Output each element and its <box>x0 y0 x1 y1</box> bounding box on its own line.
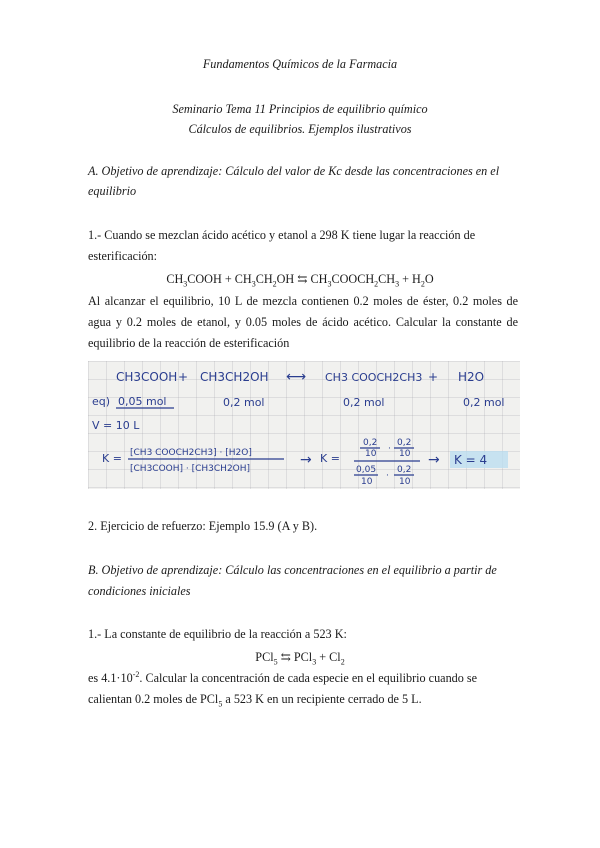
hw-num-water: 0,2 <box>397 438 412 448</box>
hw-num-dot: · <box>388 444 391 454</box>
exercise-2: 2. Ejercicio de refuerzo: Ejemplo 15.9 (A y B). <box>88 519 318 533</box>
hw-moles-ethanol: 0,2 mol <box>223 396 265 409</box>
k-value-exponent: -2 <box>132 669 140 679</box>
problem-b1-line2 <box>88 670 477 686</box>
hw-equilibrium-arrow: ⟷ <box>286 369 307 385</box>
hw-eq-label: eq) <box>92 395 111 408</box>
k-value-text: es 4.1·10 <box>88 671 133 685</box>
hw-k-label: K = <box>102 452 122 465</box>
hw-den-ethanol-vol: 10 <box>399 477 411 487</box>
problem-a1-line1: 1.- Cuando se mezclan ácido acético y etanol a 298 K tiene lugar la reacción de <box>88 228 476 242</box>
hw-den-acetic: 0,05 <box>356 465 377 475</box>
hw-k-numerator: [CH3 COOCH2CH3] · [H2O] <box>130 448 252 458</box>
hw-product-ester: CH3 COOCH2CH3 <box>325 371 423 384</box>
objective-a-line2: equilibrio <box>88 184 137 198</box>
hw-plus-2: + <box>428 370 439 384</box>
hw-implies-arrow: → <box>300 452 312 468</box>
hw-num-water-vol: 10 <box>399 449 411 459</box>
hw-volume: V = 10 L <box>92 419 140 432</box>
handwritten-solution-image <box>88 361 520 489</box>
seminar-title: Seminario Tema 11 Principios de equilibrio químico <box>172 102 428 116</box>
handwritten-solution-drawing <box>88 361 520 489</box>
hw-k-label-2: K = <box>320 452 340 465</box>
hw-num-ester: 0,2 <box>363 438 378 448</box>
problem-b1-line1: 1.- La constante de equilibrio de la reacción a 523 K: <box>88 627 347 641</box>
hw-num-ester-vol: 10 <box>365 449 377 459</box>
problem-b1-line3: calientan 0.2 moles de PCl$_5$ a 523 K en un recipiente cerrado de 5 L. <box>88 692 422 709</box>
hw-result-arrow: → <box>428 452 440 468</box>
course-title: Fundamentos Químicos de la Farmacia <box>202 57 398 71</box>
hw-den-acetic-vol: 10 <box>361 477 373 487</box>
hw-moles-ester: 0,2 mol <box>343 396 385 409</box>
problem-a1-paragraph: Al alcanzar el equilibrio, 10 L de mezcla contienen 0.2 moles de éster, 0.2 moles de agua y 0.2 moles de etanol, y 0.05 moles de ácido acético. Calcular la constante de equilibrio de la reacción de esterificación <box>88 294 518 350</box>
hw-plus-1: + <box>178 370 189 384</box>
hw-reactant-ethanol: CH3CH2OH <box>200 370 269 384</box>
hw-product-water: H2O <box>458 370 485 384</box>
objective-a-line1: A. Objetivo de aprendizaje: Cálculo del valor de Kc desde las concentraciones en el <box>88 164 500 178</box>
hw-reactant-acetic: CH3COOH <box>116 370 178 384</box>
hw-moles-acetic: 0,05 mol <box>118 395 167 408</box>
objective-b-line1: B. Objetivo de aprendizaje: Cálculo las concentraciones en el equilibrio a partir de <box>88 563 497 577</box>
seminar-subtitle: Cálculos de equilibrios. Ejemplos ilustrativos <box>188 122 412 136</box>
hw-moles-water: 0,2 mol <box>463 396 505 409</box>
esterification-reaction: $CH_3COOH + CH_3CH_2OH$ ⇆ $CH_3COOCH_2CH_3 + H_2O$ <box>166 272 434 289</box>
k-value-rest: . Calcular la concentración de cada especie en el equilibrio cuando se <box>139 671 478 685</box>
hw-result: K = 4 <box>454 453 488 467</box>
objective-b-line2: condiciones iniciales <box>88 584 191 598</box>
hw-k-denominator: [CH3COOH] · [CH3CH2OH] <box>130 464 251 474</box>
hw-den-ethanol: 0,2 <box>397 465 412 475</box>
hw-den-dot: · <box>386 471 389 481</box>
pcl5-reaction: PCl$_5$ ⇆ $PCl_3 + Cl_2$ <box>255 650 345 667</box>
problem-a1-line2: esterificación: <box>88 249 158 263</box>
